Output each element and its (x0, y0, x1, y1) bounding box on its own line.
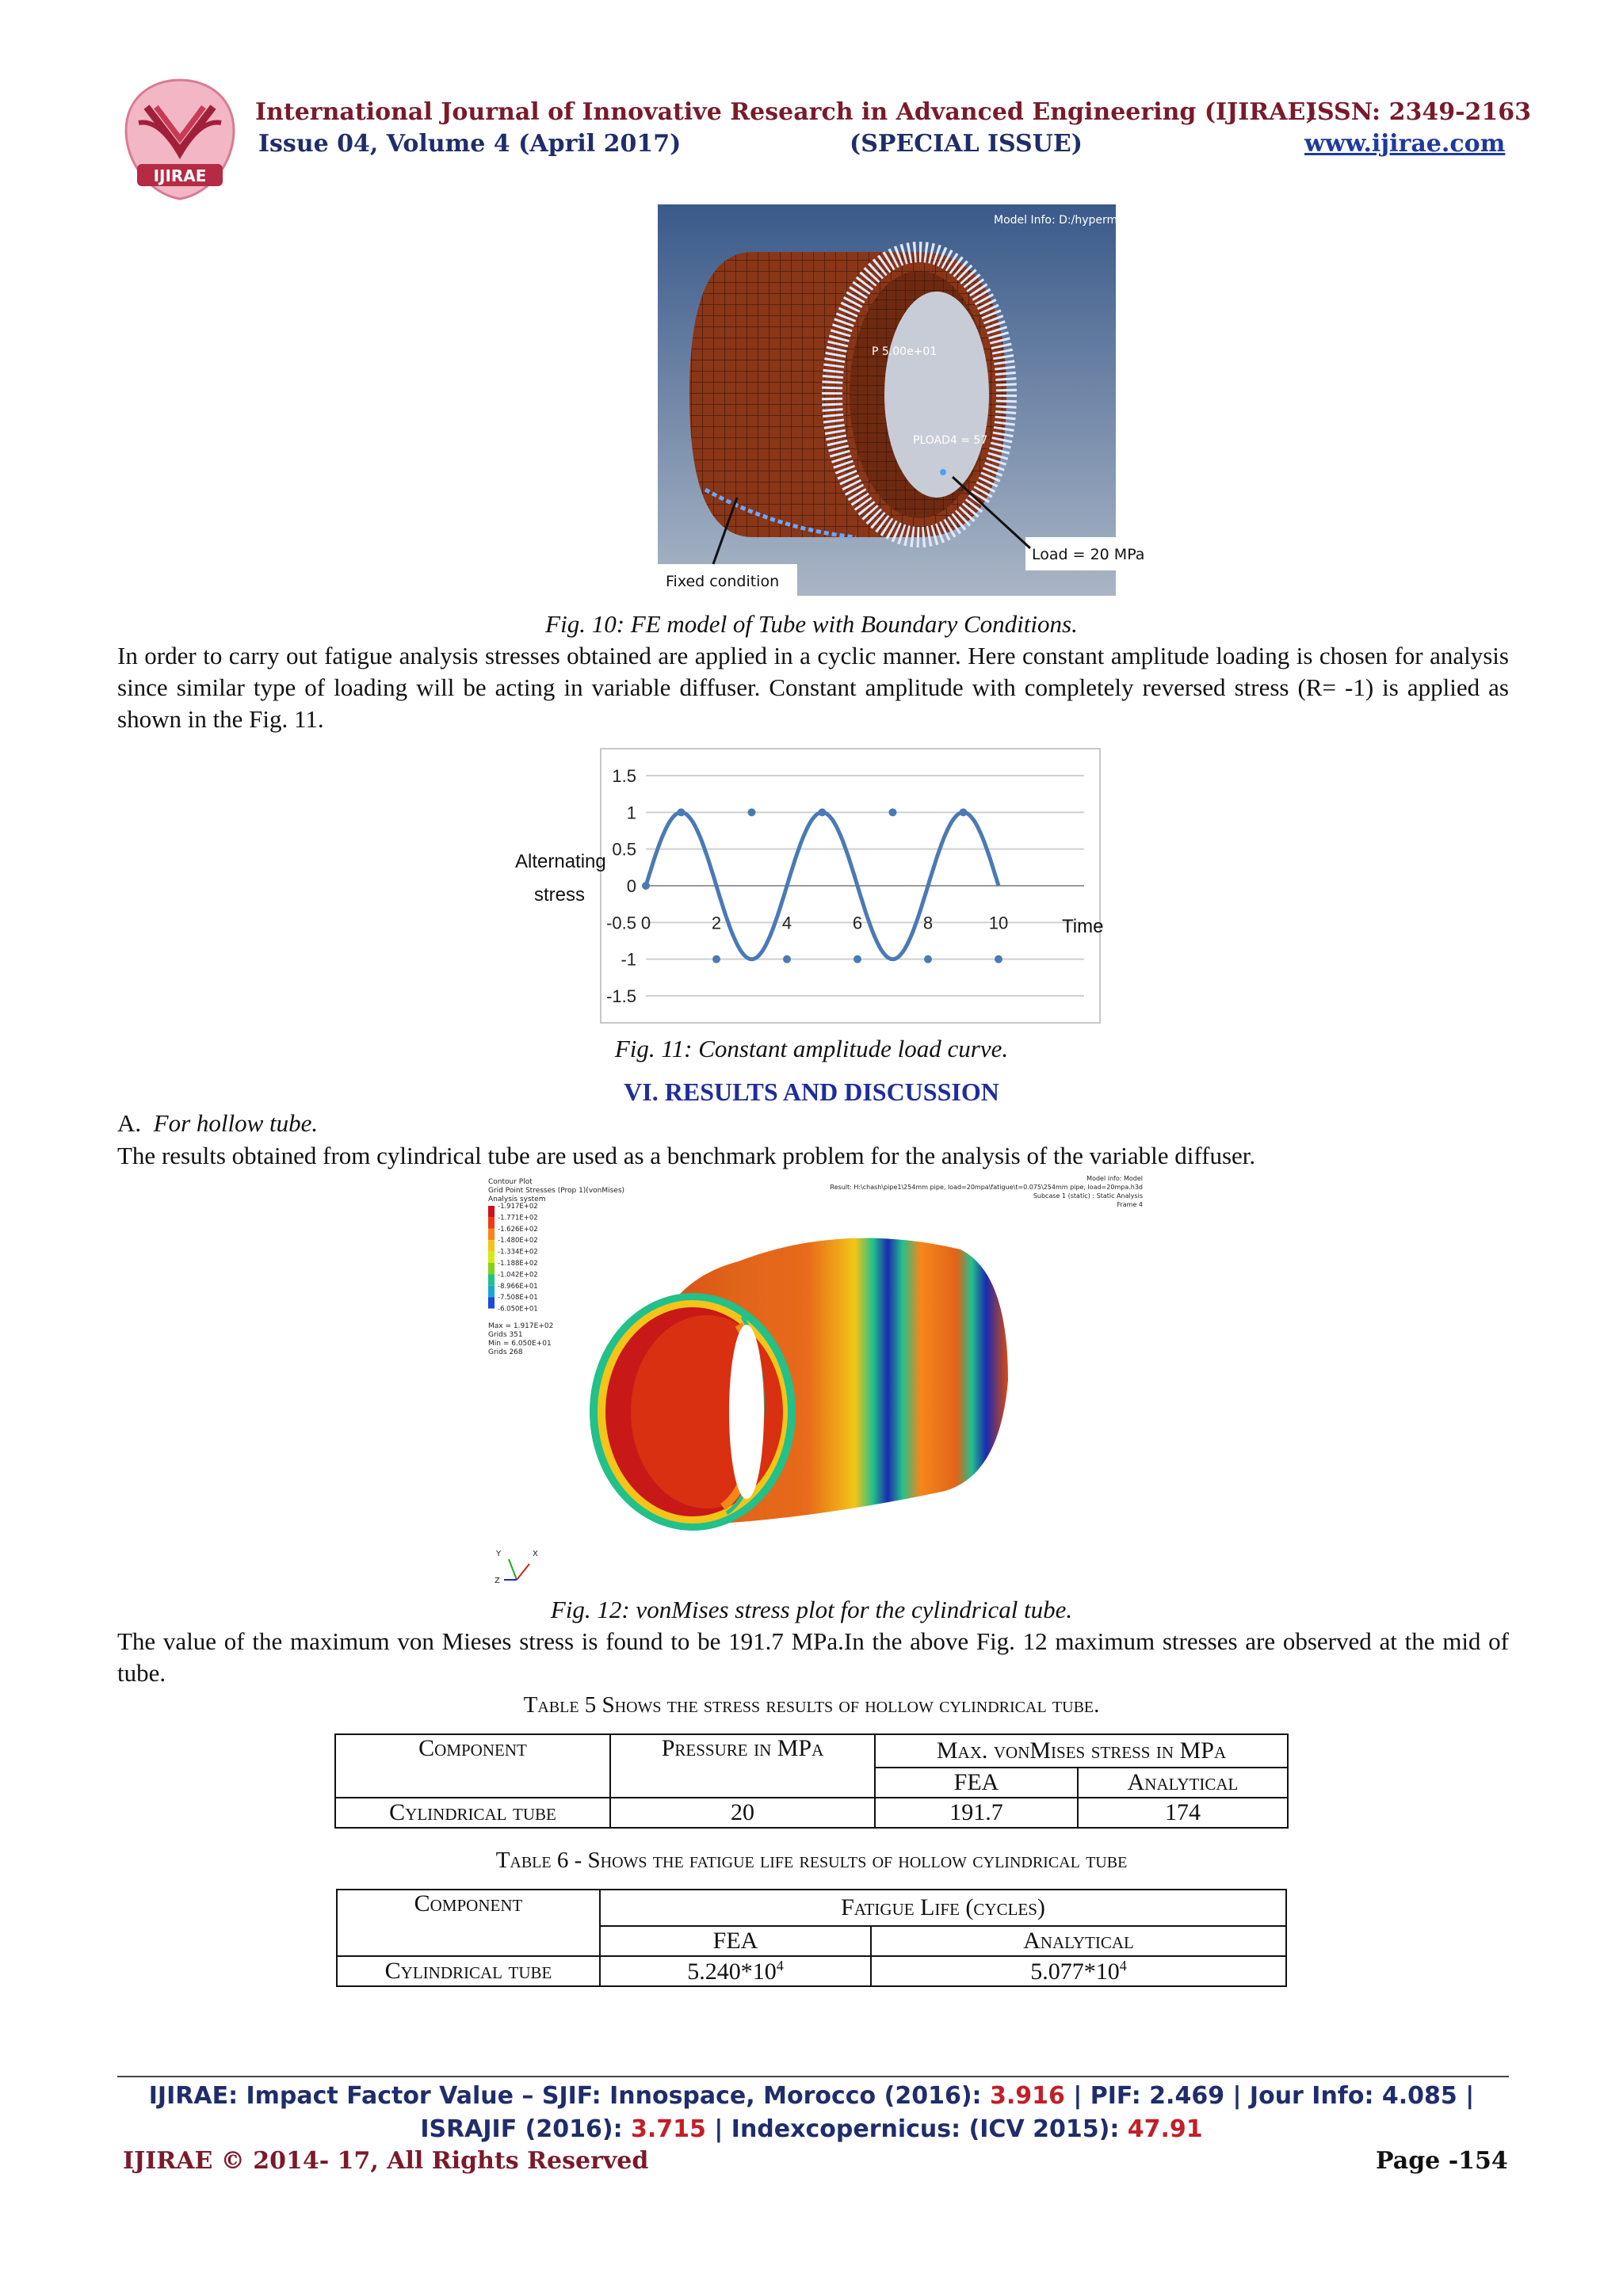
subsection-letter: A. (117, 1109, 142, 1137)
chart-point-7 (889, 808, 897, 816)
chart-point-1 (678, 808, 685, 816)
footer-sjif-label: IJIRAE: Impact Factor Value – SJIF: Innospace, Morocco (2016): (148, 2082, 990, 2110)
journal-logo (115, 75, 246, 202)
footer-sjif-value: 3.916 (989, 2082, 1065, 2110)
table6 (336, 1889, 1287, 1987)
t6-h-component: Component (337, 1890, 600, 1956)
fig10-load-label: Load = 20 MPa (1032, 546, 1145, 563)
chart-point-2 (712, 955, 720, 963)
chart-ylabel-line1: Alternating (515, 851, 606, 872)
fig10-fe-model-image (658, 204, 1145, 596)
legend-value-6: -1.042E+02 (498, 1271, 538, 1280)
legend-title-1: Contour Plot (488, 1178, 533, 1186)
legend-swatch-3 (488, 1240, 495, 1251)
chart-ytick-label-3: 0 (626, 876, 636, 896)
table6-caption: Table 6 - Shows the fatigue life results of hollow cylindrical tube (495, 1848, 1128, 1873)
fig10-fixed-label: Fixed condition (666, 573, 780, 590)
legend-swatch-5 (488, 1263, 495, 1274)
footer-israjif-label: ISRAJIF (2016): (420, 2115, 632, 2143)
chart-xtick-label-2: 4 (781, 913, 792, 933)
chart-point-8 (924, 955, 932, 963)
legend-swatch-7 (488, 1286, 495, 1297)
model-info-2: Result: H:\chash\pipe1\254mm pipe, load=20mpa\fatigue\t=0.075\254mm pipe, load=20mpa.h3d (830, 1184, 1143, 1191)
legend-footer-1: Max = 1.917E+02 (488, 1322, 554, 1330)
chart-ytick-label-5: -1 (621, 949, 636, 970)
fig11-chart-svg (499, 749, 1102, 1026)
t5-h-max-stress: Max. vonMises stress in MPa (875, 1734, 1288, 1768)
legend-swatch-6 (488, 1274, 495, 1285)
fig12-stress-plot (485, 1174, 1146, 1596)
model-info-4: Frame 4 (1117, 1201, 1143, 1208)
legend-swatch-2 (488, 1229, 495, 1240)
fig10-model-info: Model Info: D:/hyperme (994, 214, 1125, 227)
footer-israjif-value: 3.715 (631, 2115, 706, 2143)
chart-point-6 (854, 955, 861, 963)
chart-xtick-label-3: 6 (852, 913, 863, 933)
footer-line-2 (0, 2115, 1623, 2143)
legend-swatch-0 (488, 1206, 495, 1217)
footer-line-1 (0, 2082, 1623, 2110)
chart-ytick-label-4: -0.5 (606, 913, 636, 933)
website-link[interactable]: www.ijirae.com (1304, 130, 1506, 158)
t6-h-fea: FEA (600, 1926, 871, 1956)
legend-swatch-1 (488, 1217, 495, 1228)
chart-ytick-label-6: -1.5 (606, 986, 636, 1006)
logo-text: IJIRAE (153, 166, 207, 185)
chart-point-5 (819, 808, 827, 816)
chart-xtick-label-0: 0 (640, 913, 651, 933)
legend-swatch-4 (488, 1252, 495, 1263)
chart-ylabel-line2: stress (534, 884, 586, 906)
legend-title-2: Grid Point Stresses (Prop 1)(vonMises) (488, 1187, 625, 1195)
t6-analytical-base: 5.077*10 (1030, 1958, 1120, 1985)
fig11-caption: Fig. 11: Constant amplitude load curve. (614, 1035, 1009, 1062)
fig10-overlay-p: P 5.00e+01 (872, 345, 938, 358)
chart-xtick-label-1: 2 (711, 913, 722, 933)
t5-row-analytical: 174 (1078, 1798, 1288, 1828)
paragraph-benchmark: The results obtained from cylindrical tube are used as a benchmark problem for the analysis of the variable diffuser. (117, 1142, 1256, 1169)
legend-value-3: -1.480E+02 (498, 1237, 538, 1245)
legend-value-9: -6.050E+01 (498, 1305, 538, 1314)
t5-row-pressure: 20 (610, 1798, 875, 1828)
footer-copyright: IJIRAE © 2014- 17, All Rights Reserved (123, 2147, 649, 2175)
chart-ytick-label-1: 1 (626, 803, 636, 823)
model-info-3: Subcase 1 (static) : Static Analysis (1033, 1192, 1143, 1199)
t5-row-fea: 191.7 (875, 1798, 1078, 1828)
t6-fea-exp: 4 (776, 1957, 784, 1974)
legend-value-5: -1.188E+02 (498, 1260, 538, 1268)
legend-value-7: -8.966E+01 (498, 1282, 538, 1291)
legend-title-3: Analysis system (488, 1196, 546, 1203)
axis-y-label: Y (496, 1550, 502, 1558)
legend-value-8: -7.508E+01 (498, 1294, 538, 1302)
legend-swatch-8 (488, 1297, 495, 1308)
chart-xtick-label-4: 8 (922, 913, 934, 933)
table5 (334, 1733, 1289, 1829)
t5-h-pressure: Pressure in MPa (610, 1734, 875, 1798)
legend-value-2: -1.626E+02 (498, 1225, 538, 1234)
footer-page-number: Page -154 (1376, 2147, 1508, 2175)
legend-footer-3: Min = 6.050E+01 (488, 1340, 552, 1348)
fig10-caption: Fig. 10: FE model of Tube with Boundary Conditions. (545, 610, 1078, 638)
footer-icv-label: | Indexcopernicus: (ICV 2015): (705, 2115, 1128, 2143)
subsection-heading (117, 1109, 318, 1138)
axis-x-label: X (533, 1550, 538, 1558)
chart-point-3 (748, 808, 756, 816)
chart-point-4 (783, 955, 791, 963)
t6-analytical-exp: 4 (1119, 1957, 1127, 1974)
t6-h-fatigue-life: Fatigue Life (cycles) (600, 1890, 1286, 1926)
footer-pif-jour: | PIF: 2.469 | Jour Info: 4.085 | (1064, 2082, 1475, 2110)
legend-value-1: -1.771E+02 (498, 1214, 538, 1222)
t6-row-analytical (871, 1956, 1286, 1986)
footer-divider (117, 2076, 1509, 2077)
paragraph-max-stress: The value of the maximum von Mieses stress is found to be 191.7 MPa.In the above Fig. 12 maximum stresses are observed at the mid of tube. (117, 1627, 1509, 1687)
legend-value-4: -1.334E+02 (498, 1248, 538, 1257)
special-issue: (SPECIAL ISSUE) (850, 130, 1083, 158)
t6-row-component: Cylindrical tube (337, 1956, 600, 1986)
legend-value-0: -1.917E+02 (498, 1203, 538, 1211)
subsection-title: For hollow tube. (153, 1109, 319, 1137)
model-info-1: Model info: Model (1086, 1175, 1143, 1182)
chart-ytick-label-0: 1.5 (612, 766, 636, 786)
t5-h-analytical: Analytical (1078, 1768, 1288, 1798)
t5-row-component: Cylindrical tube (335, 1798, 610, 1828)
chart-point-10 (995, 955, 1002, 963)
chart-point-0 (642, 882, 650, 890)
journal-issn: ISSN: 2349-2163 (1306, 98, 1532, 126)
fig11-chart (499, 749, 1102, 1026)
chart-xlabel: Time (1062, 916, 1104, 937)
t6-row-fea (600, 1956, 871, 1986)
fig12-caption: Fig. 12: vonMises stress plot for the cylindrical tube. (550, 1596, 1073, 1623)
t6-h-analytical: Analytical (871, 1926, 1286, 1956)
issue-info: Issue 04, Volume 4 (April 2017) (258, 130, 682, 158)
table5-caption: Table 5 Shows the stress results of hollow cylindrical tube. (523, 1692, 1100, 1718)
section-title: VI. RESULTS AND DISCUSSION (624, 1077, 999, 1106)
journal-title: International Journal of Innovative Research in Advanced Engineering (IJIRAE) (255, 98, 1317, 126)
chart-xtick-label-5: 10 (988, 913, 1009, 933)
chart-point-9 (960, 808, 968, 816)
legend-footer-4: Grids 268 (488, 1348, 523, 1356)
t6-fea-base: 5.240*10 (687, 1958, 777, 1985)
paragraph-fatigue-loading: In order to carry out fatigue analysis stresses obtained are applied in a cyclic manner. Here constant amplitude loading is chosen for analysis since similar type of loading will be acting in variable diffuser. Constant amplitude with completely reversed stress (R= -1) is applied as shown in the Fig. 11. (117, 642, 1509, 733)
t5-h-fea: FEA (875, 1768, 1078, 1798)
fig10-overlay-pload: PLOAD4 = 57 (913, 434, 988, 447)
axis-z-label: Z (495, 1577, 500, 1585)
t5-h-component: Component (335, 1734, 610, 1798)
legend-footer-2: Grids 351 (488, 1331, 523, 1339)
chart-ytick-label-2: 0.5 (612, 839, 636, 860)
footer-icv-value: 47.91 (1127, 2115, 1203, 2143)
